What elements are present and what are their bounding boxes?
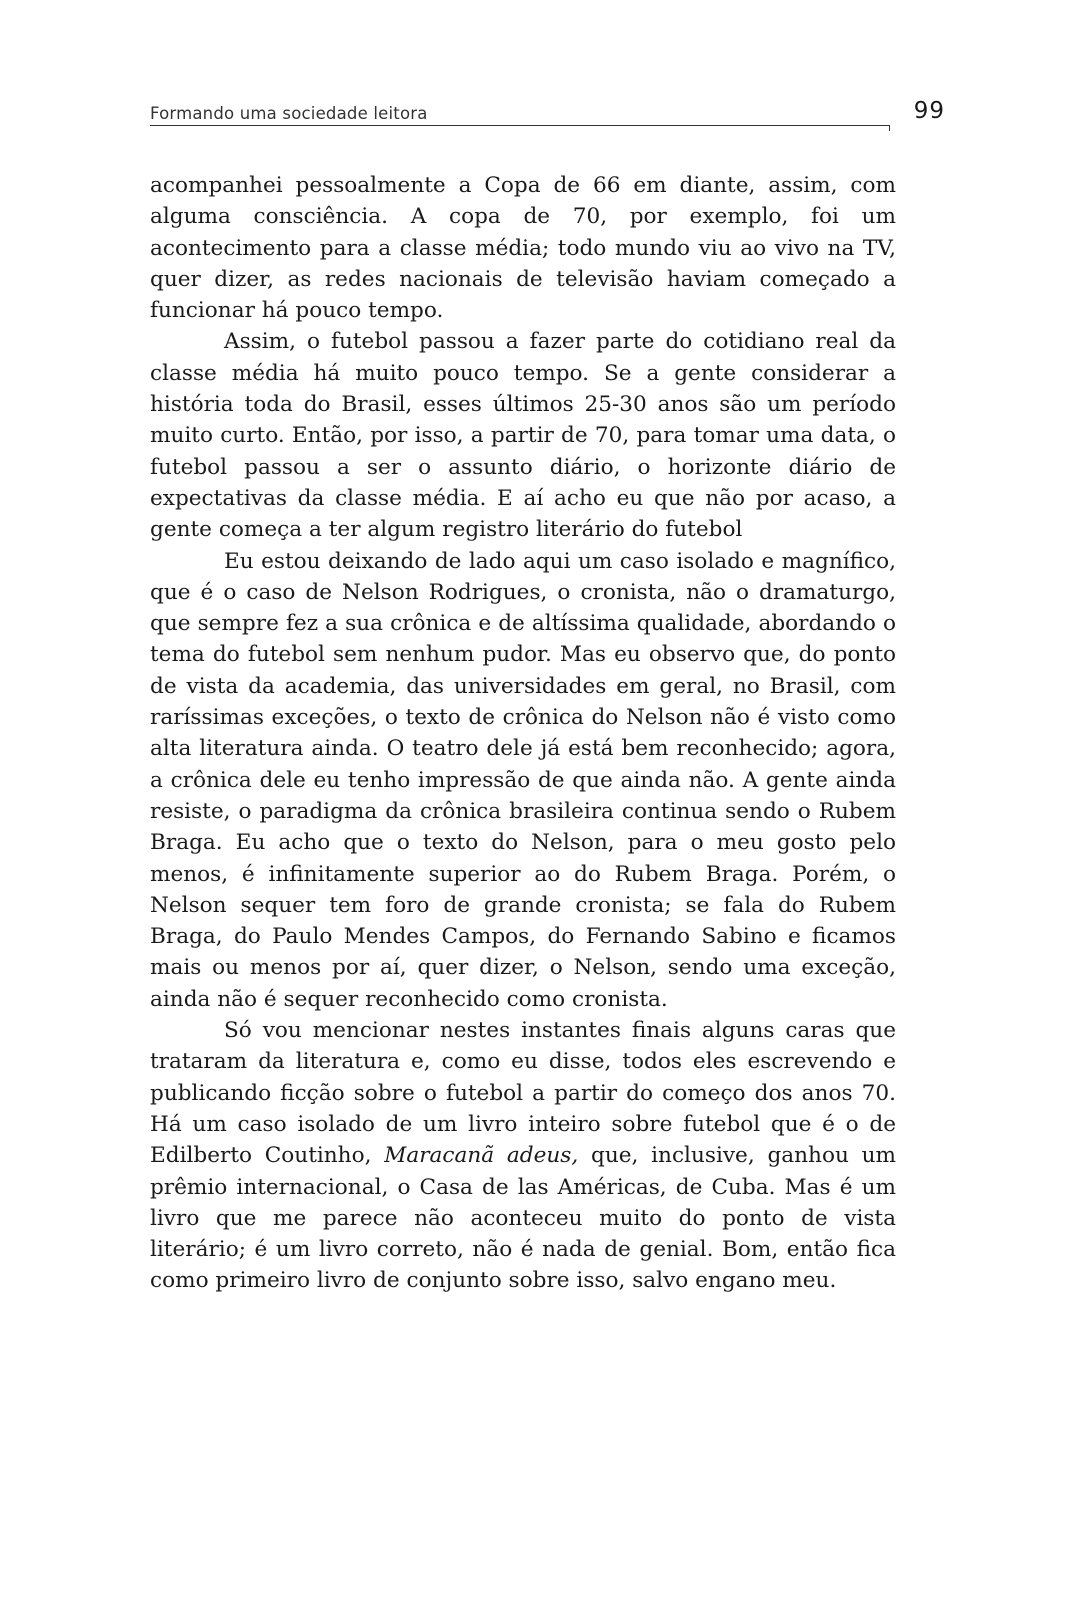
running-header bbox=[150, 98, 945, 134]
paragraph-1: acompanhei pessoalmente a Copa de 66 em diante, assim, com alguma consciência. A copa de 70, por exemplo, foi um acontecimento para a classe média; todo mundo viu ao vivo na TV, quer dizer, as redes nacionais de televisão haviam começado a funcionar há pouco tempo. bbox=[150, 173, 896, 324]
paragraph-3: Eu estou deixando de lado aqui um caso isolado e magnífico, que é o caso de Nelson Rodrigues, o cronista, não o dramaturgo, que sempre fez a sua crônica e de altíssima qualidade, abordando o tema do futebol sem nenhum pudor. Mas eu observo que, do ponto de vista da academia, das universidades em geral, no Brasil, com raríssimas exceções, o texto de crônica do Nelson não é visto como alta literatura ainda. O teatro dele já está bem reconhecido; agora, a crônica dele eu tenho impressão de que ainda não. A gente ainda resiste, o paradigma da crônica brasileira continua sendo o Rubem Braga. Eu acho que o texto do Nelson, para o meu gosto pelo menos, é infinitamente superior ao do Rubem Braga. Porém, o Nelson sequer tem foro de grande cronista; se fala do Rubem Braga, do Paulo Mendes Campos, do Fernando Sabino e ficamos mais ou menos por aí, quer dizer, o Nelson, sendo uma exceção, ainda não é sequer reconhecido como cronista. bbox=[150, 548, 896, 1012]
body-text bbox=[150, 170, 896, 1297]
paragraph-4 bbox=[150, 1015, 896, 1297]
header-rule-tick bbox=[889, 125, 890, 131]
book-title-maracana-adeus: Maracanã adeus, bbox=[384, 1143, 579, 1169]
header-rule bbox=[150, 125, 890, 126]
running-title: Formando uma sociedade leitora bbox=[150, 104, 428, 123]
paragraph-4-text-after: que, inclusive, ganhou um prêmio internacional, o Casa de las Américas, de Cuba. Mas é um livro que me parece não aconteceu muito do ponto de vista literário; é um livro correto, não é nada de genial. Bom, então fica como primeiro livro de conjunto sobre isso, salvo engano meu. bbox=[150, 1143, 897, 1294]
paragraph-2: Assim, o futebol passou a fazer parte do cotidiano real da classe média há muito pouco tempo. Se a gente considerar a história toda do Brasil, esses últimos 25-30 anos são um período muito curto. Então, por isso, a partir de 70, para tomar uma data, o futebol passou a ser o assunto diário, o horizonte diário de expectativas da classe média. E aí acho eu que não por acaso, a gente começa a ter algum registro literário do futebol bbox=[150, 329, 896, 543]
page-number: 99 bbox=[913, 98, 945, 124]
paragraph-4-text-before: Só vou mencionar nestes instantes finais alguns caras que trataram da literatura e, como eu disse, todos eles escrevendo e publicando ficção sobre o futebol a partir do começo dos anos 70. Há um caso isolado de um livro inteiro sobre futebol que é o de Edilberto Coutinho, bbox=[150, 1018, 896, 1169]
